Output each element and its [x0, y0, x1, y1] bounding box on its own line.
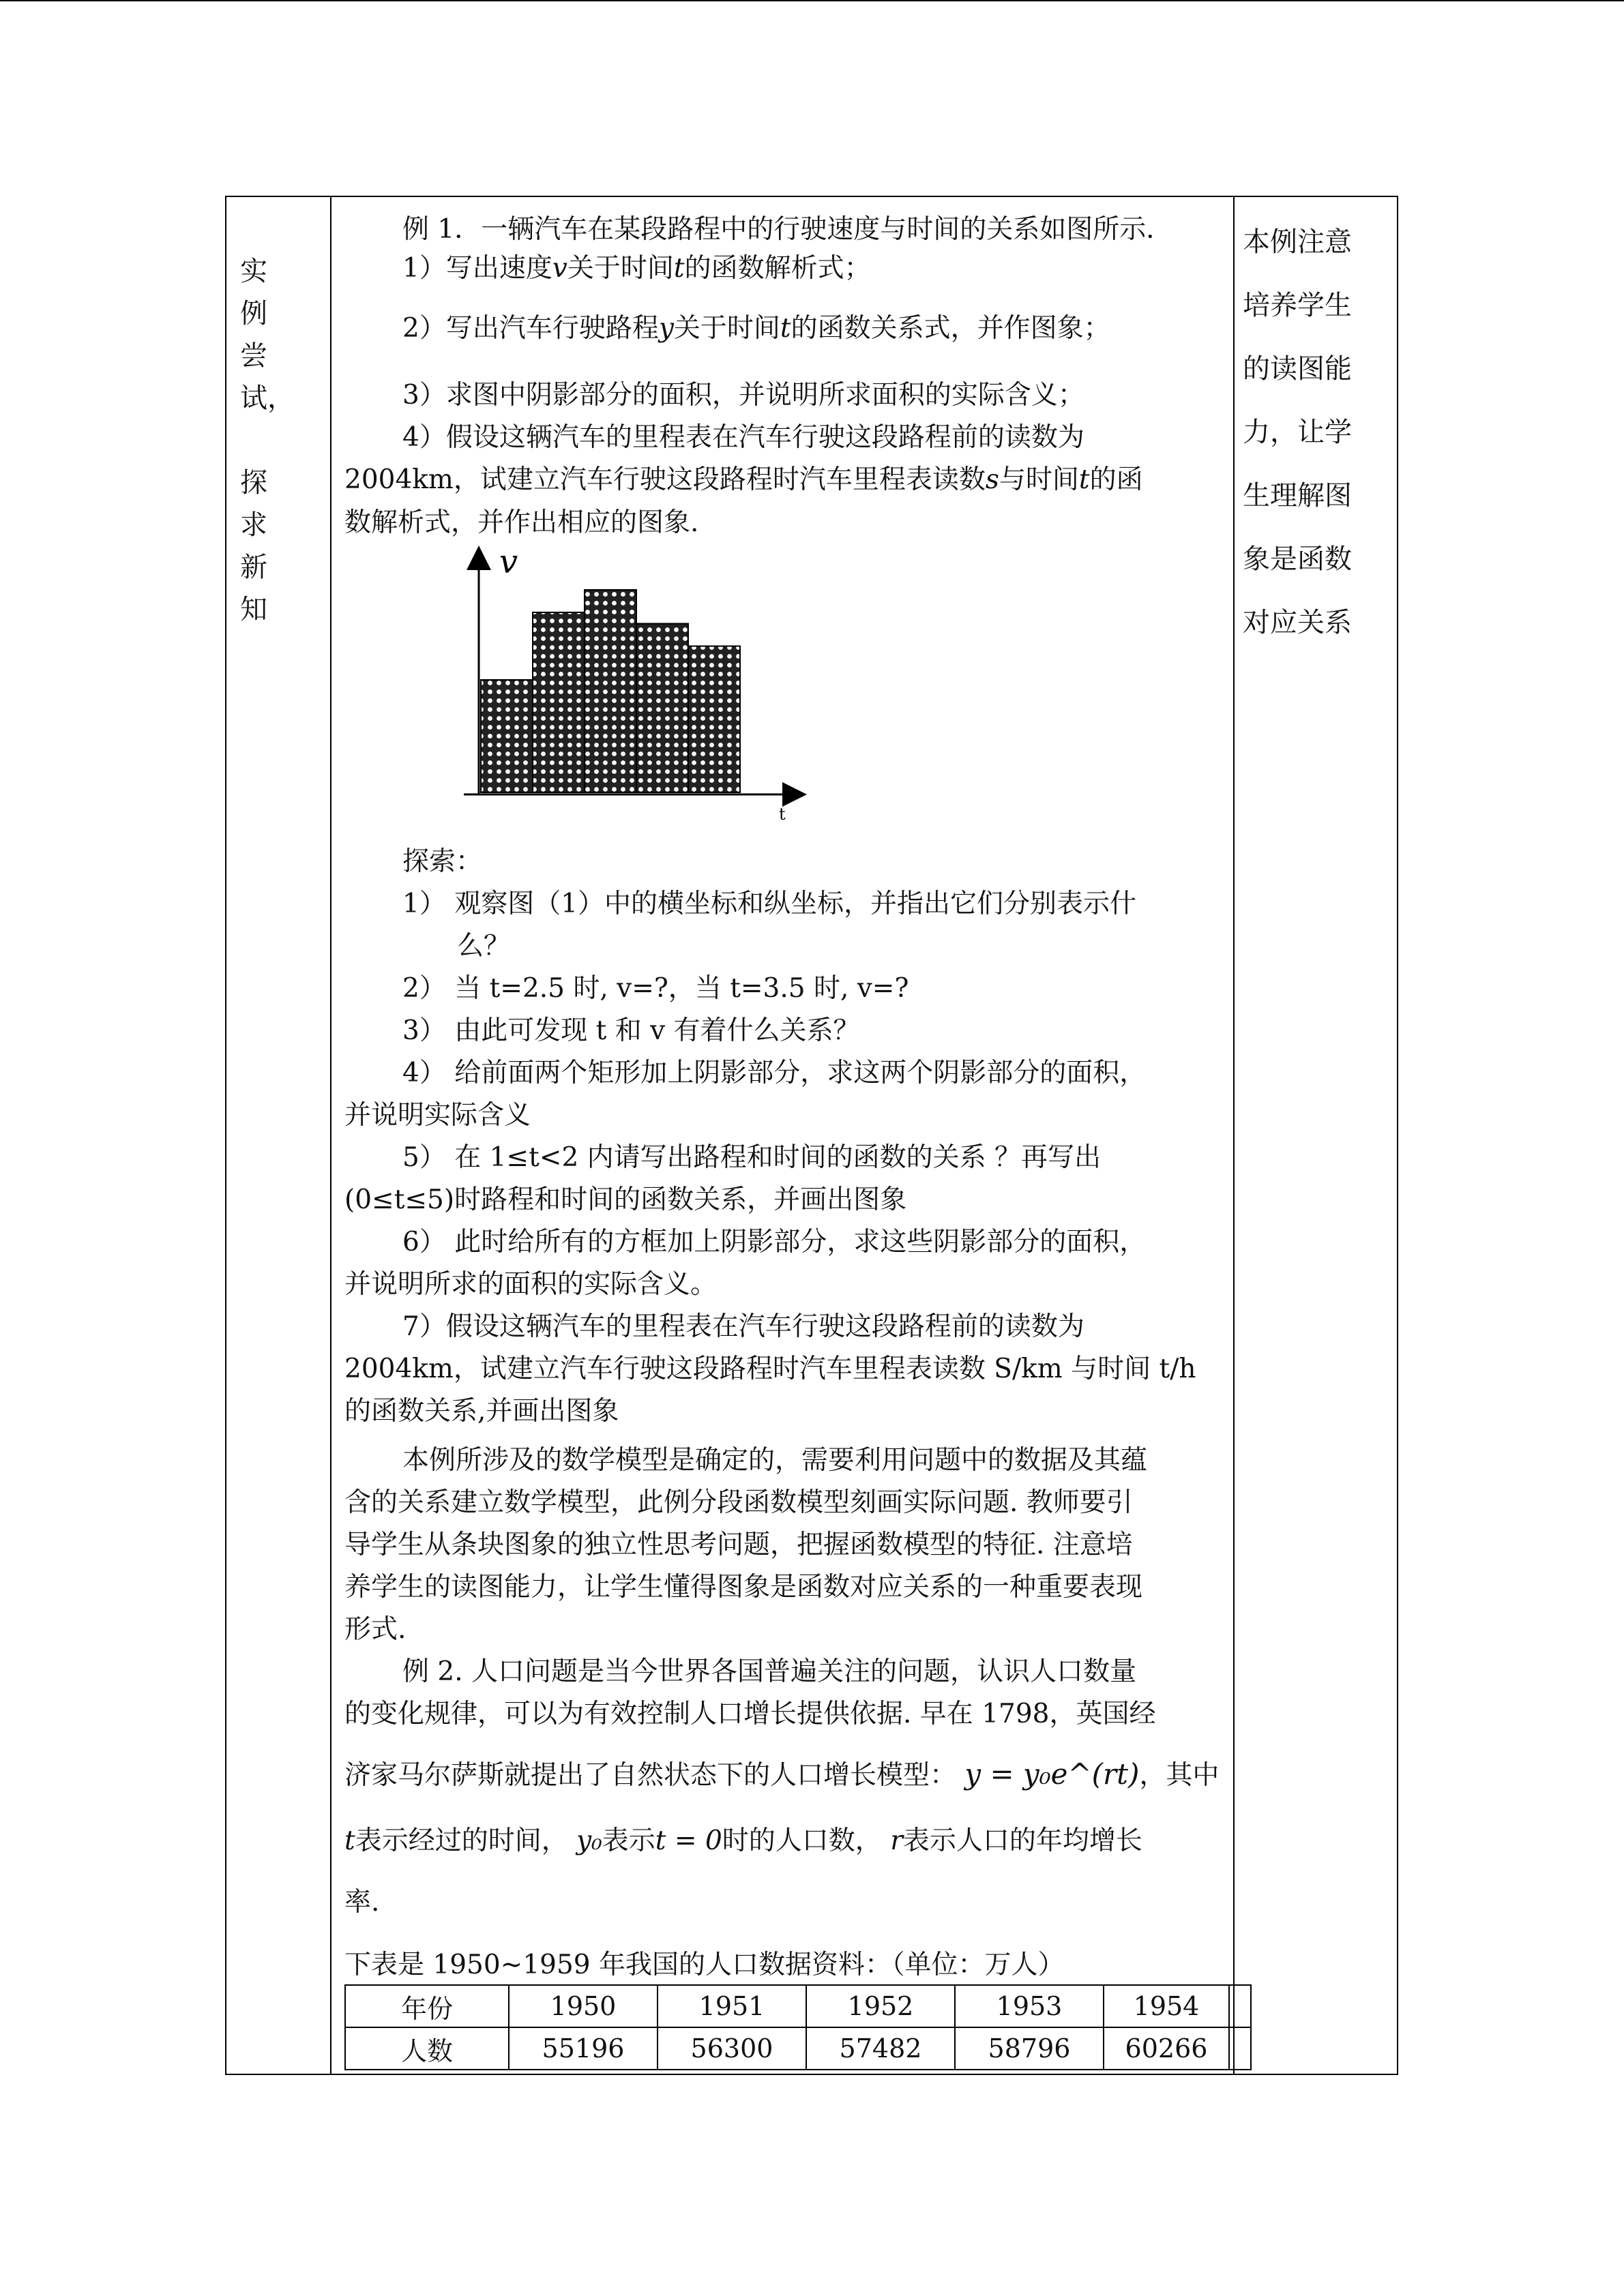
explore-item: 1） 观察图（1）中的横坐标和纵坐标，并指出它们分别表示什	[402, 889, 1137, 919]
example2-line: 济家马尔萨斯就提出了自然状态下的人口增长模型： y = y₀e^(rt)，其中	[344, 1757, 1220, 1791]
explore-item: 7）假设这辆汽车的里程表在汽车行驶这段路程前的读数为	[402, 1311, 1084, 1342]
example2-line: 率.	[344, 1887, 380, 1918]
section-label-cell	[226, 196, 331, 2074]
year-cell: 1950	[509, 1985, 658, 2027]
count-cell: 58796	[955, 2027, 1104, 2070]
section-label	[226, 197, 330, 631]
note-line: 对应关系	[1243, 607, 1352, 638]
explore-item: 6） 此时给所有的方框加上阴影部分，求这些阴影部分的面积，	[402, 1227, 1147, 1257]
note-line: 培养学生	[1243, 290, 1352, 321]
table-row	[345, 1985, 1251, 2027]
count-cell: 57482	[806, 2027, 955, 2070]
year-header: 年份	[345, 1985, 509, 2027]
label-char: 实	[240, 256, 267, 287]
year-cell: 1952	[806, 1985, 955, 2027]
example1-q4-line2: 2004km，试建立汽车行驶这段路程时汽车里程表读数s与时间t的函	[344, 464, 1143, 495]
year-cell: 1951	[658, 1985, 806, 2027]
explore-item: 并说明实际含义	[344, 1100, 531, 1131]
example2-line: t表示经过的时间， y₀表示t = 0时的人口数， r表示人口的年均增长	[344, 1825, 1142, 1856]
summary-line: 导学生从条块图象的独立性思考问题，把握函数模型的特征. 注意培	[344, 1530, 1133, 1560]
teacher-note-cell	[1234, 196, 1398, 2074]
note-line: 生理解图	[1243, 480, 1352, 511]
example1-q2: 2）写出汽车行驶路程y关于时间t的函数关系式，并作图象；	[402, 313, 1110, 344]
summary-line: 本例所涉及的数学模型是确定的，需要利用问题中的数据及其蕴	[402, 1445, 1148, 1476]
count-cell: 56300	[658, 2027, 806, 2070]
example1-q4-line3: 数解析式，并作出相应的图象.	[344, 507, 699, 538]
explore-item: (0≤t≤5)时路程和时间的函数关系，并画出图象	[344, 1184, 907, 1215]
explore-item: 2） 当 t=2.5 时, v=?，当 t=3.5 时, v=?	[402, 973, 909, 1004]
growth-formula: y = y₀e^(rt)	[964, 1757, 1140, 1791]
example2-line: 例 2. 人口问题是当今世界各国普遍关注的问题，认识人口数量	[402, 1656, 1137, 1687]
explore-heading: 探索：	[402, 846, 483, 877]
empty-cell	[1229, 2027, 1251, 2070]
label-char: 求	[240, 509, 267, 541]
velocity-time-chart	[450, 546, 832, 832]
label-char: 探	[240, 467, 267, 498]
bar-2-3	[585, 590, 636, 792]
year-cell: 1953	[955, 1985, 1104, 2027]
summary-line: 形式.	[344, 1614, 407, 1645]
explore-item: 并说明所求的面积的实际含义。	[344, 1269, 718, 1300]
example1-q1: 1）写出速度v关于时间t的函数解析式；	[402, 253, 871, 284]
year-cell: 1954	[1104, 1985, 1229, 2027]
explore-item: 么？	[457, 931, 511, 961]
empty-cell	[1229, 1985, 1251, 2027]
count-cell: 55196	[509, 2027, 658, 2070]
bar-4-5	[688, 646, 740, 793]
explore-item: 的函数关系,并画出图象	[344, 1396, 619, 1427]
summary-line: 含的关系建立数学模型，此例分段函数模型刻画实际问题. 教师要引	[344, 1487, 1133, 1518]
bar-3-4	[636, 624, 688, 793]
example1-q4-line1: 4）假设这辆汽车的里程表在汽车行驶这段路程前的读数为	[402, 422, 1084, 453]
example2-line: 的变化规律，可以为有效控制人口增长提供依据. 早在 1798，英国经	[344, 1699, 1156, 1729]
example1-q3: 3）求图中阴影部分的面积，并说明所求面积的实际含义；	[402, 380, 1084, 411]
bar-1-2	[533, 612, 585, 792]
label-char: 知	[240, 594, 267, 625]
teacher-note	[1235, 197, 1397, 655]
population-table	[344, 1984, 1252, 2070]
bar-0-1	[481, 680, 533, 792]
x-axis-label: t	[779, 805, 786, 824]
note-line: 力，让学	[1243, 417, 1352, 448]
label-char: 尝	[240, 340, 267, 372]
count-cell: 60266	[1104, 2027, 1229, 2070]
label-char: 试，	[240, 383, 295, 414]
label-char: 例	[240, 298, 267, 329]
explore-item: 3） 由此可发现 t 和 v 有着什么关系？	[402, 1015, 860, 1046]
note-line: 本例注意	[1243, 226, 1352, 258]
top-border-line	[0, 0, 1624, 1]
explore-item: 5） 在 1≤t<2 内请写出路程和时间的函数的关系 ？再写出	[402, 1142, 1102, 1173]
note-line: 象是函数	[1243, 543, 1352, 575]
count-header: 人数	[345, 2027, 509, 2070]
table-caption: 下表是 1950~1959 年我国的人口数据资料：（单位：万人）	[344, 1950, 1065, 1980]
explore-item: 4） 给前面两个矩形加上阴影部分，求这两个阴影部分的面积，	[402, 1058, 1147, 1088]
example1-intro: 例 1．一辆汽车在某段路程中的行驶速度与时间的关系如图所示．	[402, 214, 1173, 245]
summary-line: 养学生的读图能力，让学生懂得图象是函数对应关系的一种重要表现	[344, 1572, 1143, 1602]
table-row	[345, 2027, 1251, 2070]
y-axis-label: v	[499, 546, 518, 581]
label-char: 新	[240, 552, 267, 583]
explore-item: 2004km，试建立汽车行驶这段路程时汽车里程表读数 S/km 与时间 t/h	[344, 1354, 1196, 1384]
note-line: 的读图能	[1243, 353, 1352, 385]
